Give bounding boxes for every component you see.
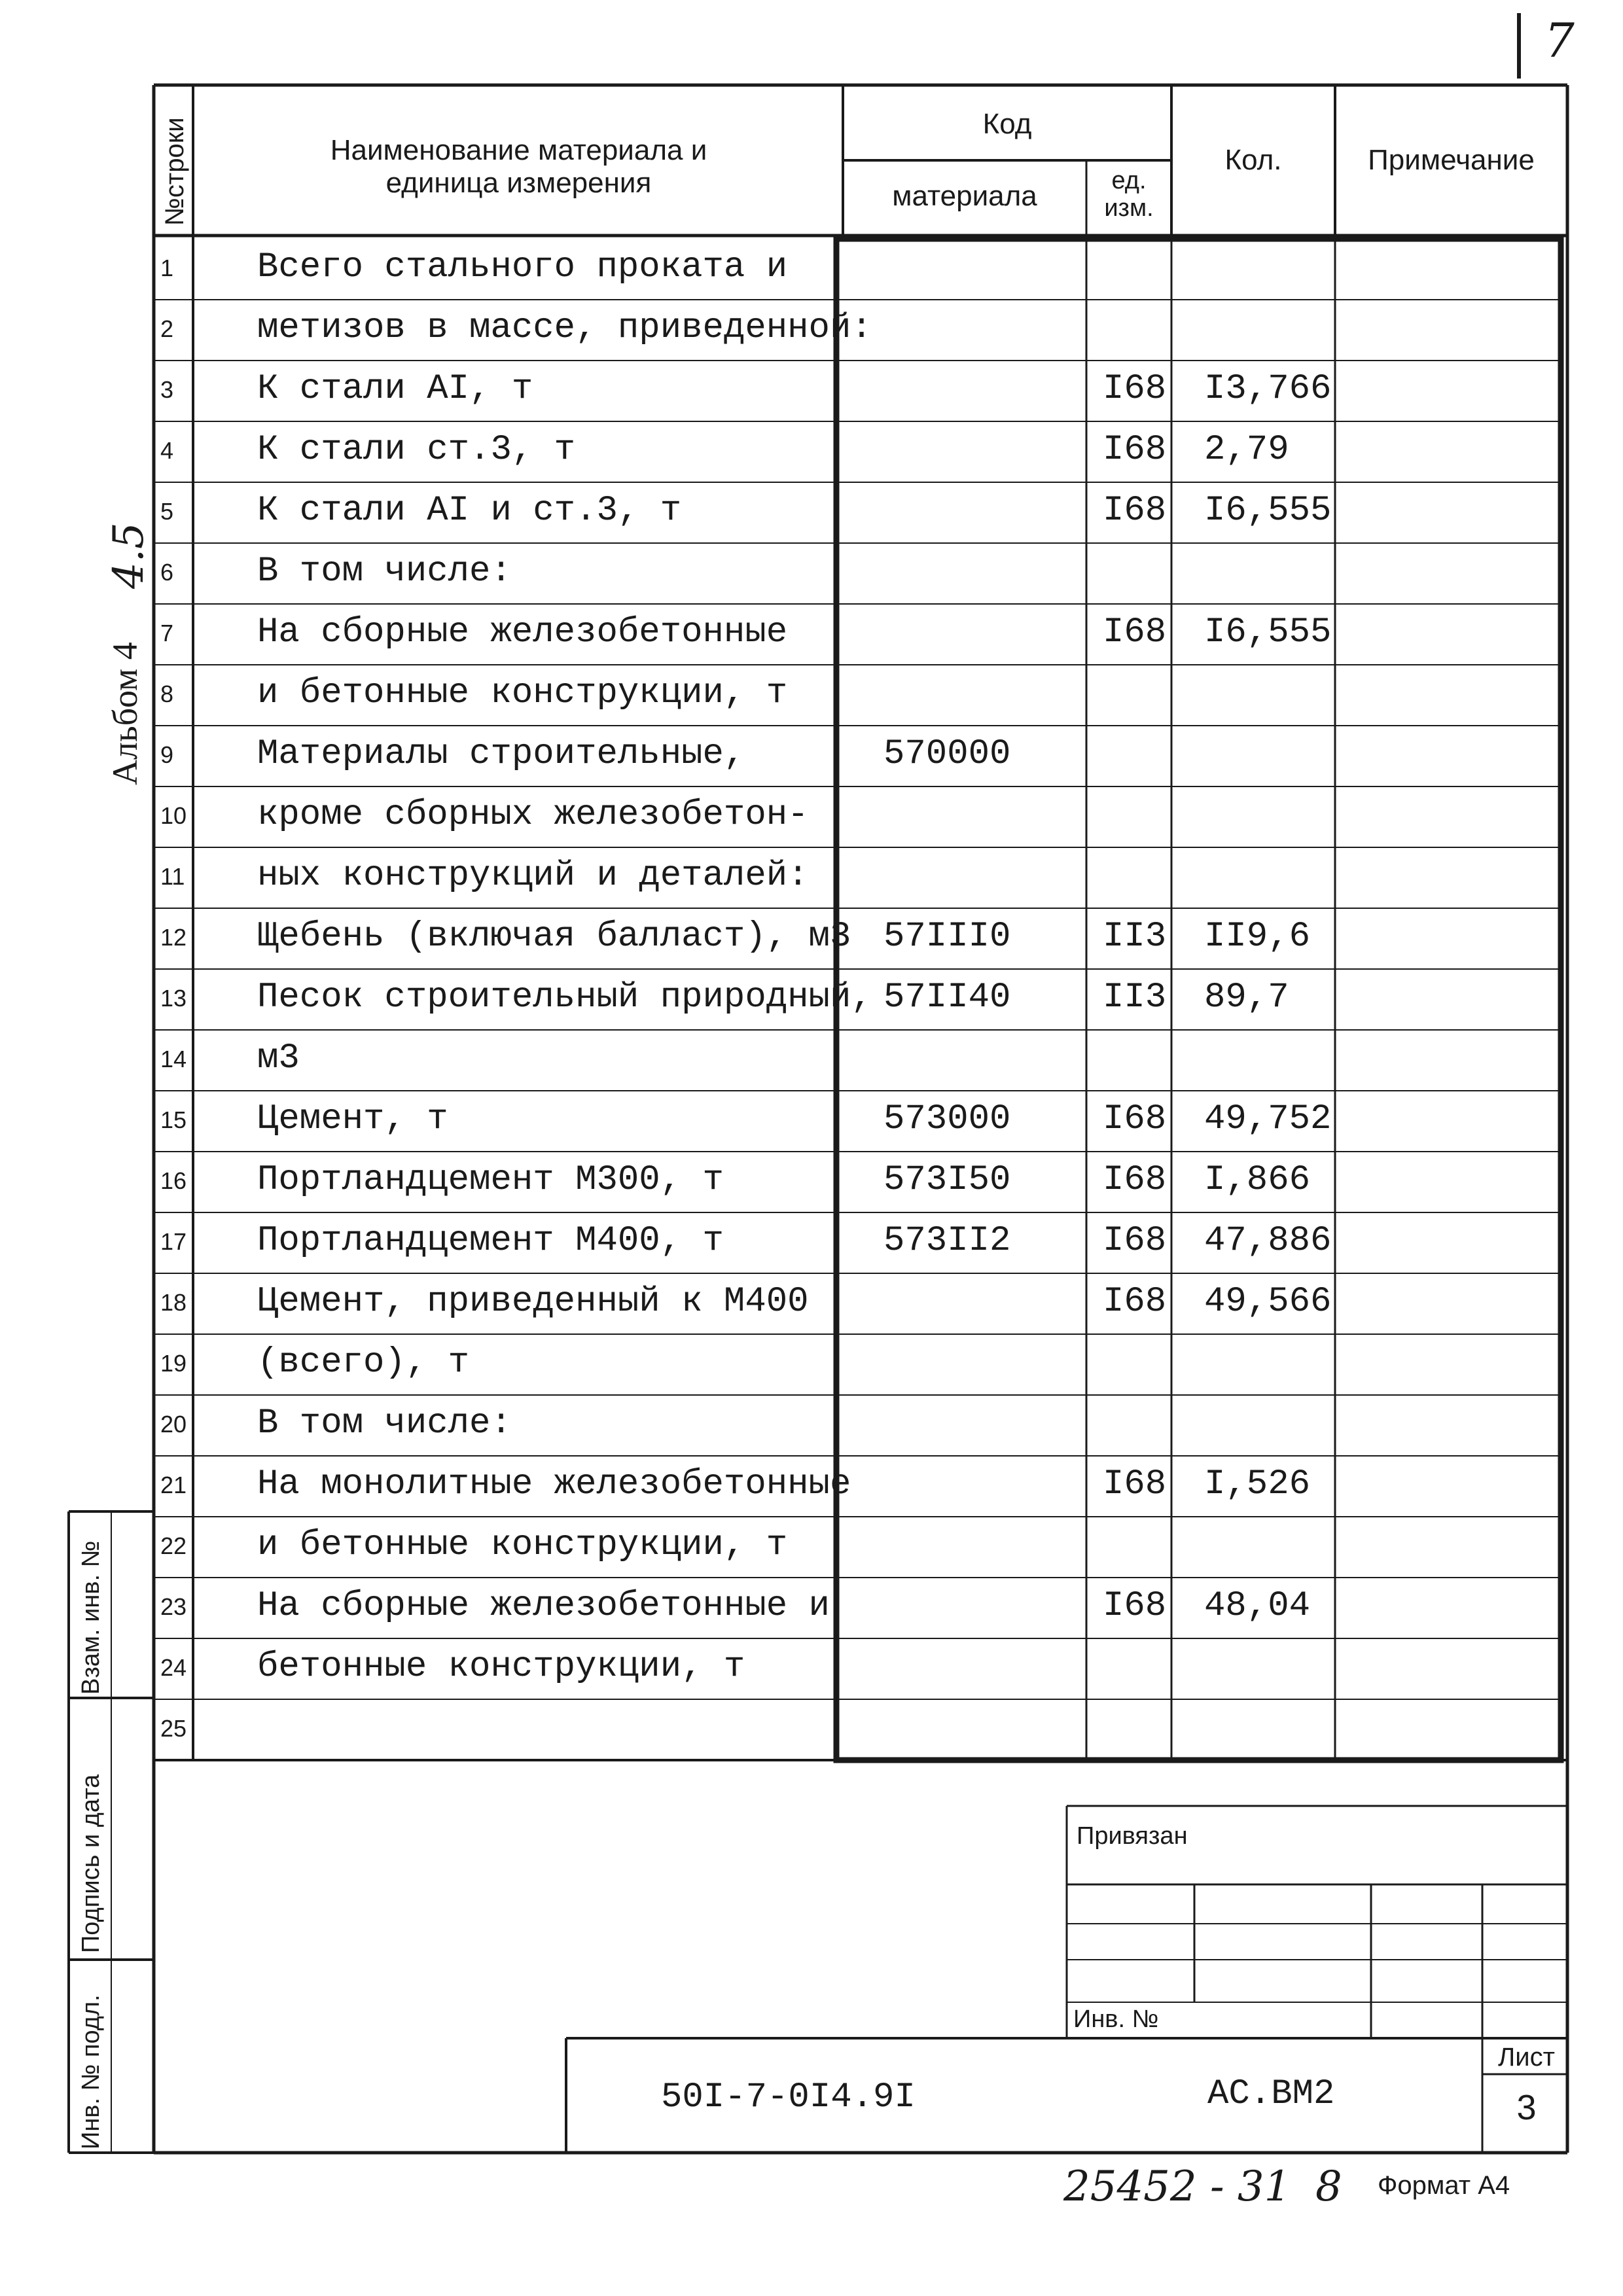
row-qty: I,866 [1204,1160,1311,1201]
title-inv-no: Инв. № [1073,2005,1159,2033]
row-code: 57II40 [883,978,1011,1018]
row-code: 573000 [883,1099,1011,1140]
row-name: Щебень (включая балласт), м3 [257,917,851,957]
row-unit: I68 [1103,1221,1167,1262]
row-number: 24 [160,1654,187,1682]
row-number: 7 [160,620,174,647]
row-unit: II3 [1103,978,1167,1018]
row-name: К стали AI, т [257,369,533,410]
row-number: 8 [160,680,174,708]
title-sheet-label: Лист [1498,2043,1555,2072]
row-number: 16 [160,1167,187,1195]
row-name: и бетонные конструкции, т [257,673,788,714]
corner-number: 7 [1544,13,1575,68]
row-number: 20 [160,1411,187,1438]
row-qty: I6,555 [1204,612,1332,653]
row-unit: I68 [1103,1099,1167,1140]
stamp-vzam: Взам. инв. № [77,1540,105,1695]
row-unit: I68 [1103,369,1167,410]
row-name: Цемент, т [257,1099,448,1140]
row-number: 6 [160,559,174,586]
row-number: 9 [160,741,174,769]
row-unit: I68 [1103,491,1167,531]
header-name: Наименование материала и единица измерения [330,134,707,199]
row-number: 19 [160,1350,187,1377]
title-doc-mark: АС.ВМ2 [1207,2074,1335,2114]
row-number: 17 [160,1228,187,1256]
row-name: Материалы строительные, [257,734,745,775]
row-name: На монолитные железобетонные [257,1464,851,1505]
row-qty: 47,886 [1204,1221,1332,1262]
row-number: 23 [160,1593,187,1621]
row-code: 57III0 [883,917,1011,957]
footer-format: Формат А4 [1378,2171,1510,2200]
row-name: бетонные конструкции, т [257,1647,745,1687]
stamp-podpis: Подпись и дата [77,1774,105,1953]
header-row-no-label: №строки [160,117,189,226]
row-number: 18 [160,1289,187,1316]
row-name: Портландцемент М300, т [257,1160,724,1201]
row-number: 5 [160,498,174,525]
footer-handwritten-page: 8 [1315,2163,1342,2211]
row-number: 25 [160,1715,187,1742]
row-number: 22 [160,1532,187,1560]
row-number: 13 [160,985,187,1012]
row-number: 2 [160,315,174,343]
row-name: В том числе: [257,552,512,592]
row-number: 1 [160,255,174,282]
title-sheet-no: 3 [1516,2088,1537,2127]
footer-handwritten-no: 25452 - 31 [1063,2163,1291,2211]
row-qty: II9,6 [1204,917,1311,957]
row-qty: 48,04 [1204,1586,1311,1627]
title-privyazan: Привязан [1077,1822,1188,1850]
row-unit: I68 [1103,612,1167,653]
row-name: ных конструкций и деталей: [257,856,809,896]
row-unit: I68 [1103,1586,1167,1627]
row-unit: I68 [1103,430,1167,470]
row-name: и бетонные конструкции, т [257,1525,788,1566]
row-name: Цемент, приведенный к М400 [257,1282,809,1322]
stamp-inv-podl: Инв. № подл. [77,1994,105,2149]
album-label: Альбом 4 [105,642,145,785]
row-number: 4 [160,437,174,465]
header-code: Код [982,108,1032,140]
row-name: кроме сборных железобетон- [257,795,809,836]
row-number: 12 [160,924,187,951]
row-name: На сборные железобетонные [257,612,788,653]
row-name: На сборные железобетонные и [257,1586,830,1627]
row-code: 570000 [883,734,1011,775]
row-qty: 89,7 [1204,978,1289,1018]
row-code: 573I50 [883,1160,1011,1201]
row-name: К стали AI и ст.3, т [257,491,682,531]
row-unit: I68 [1103,1464,1167,1505]
row-qty: 2,79 [1204,430,1289,470]
row-name: метизов в массе, приведенной: [257,308,872,349]
row-number: 11 [160,863,185,891]
row-name: Песок строительный природный, [257,978,872,1018]
row-number: 10 [160,802,187,830]
row-name: (всего), т [257,1343,470,1383]
row-unit: I68 [1103,1282,1167,1322]
row-name: К стали ст.3, т [257,430,576,470]
row-qty: 49,566 [1204,1282,1332,1322]
title-doc-code: 50I-7-0I4.9I [661,2077,916,2117]
header-code-unit: ед. изм. [1104,167,1154,222]
row-unit: I68 [1103,1160,1167,1201]
row-code: 573II2 [883,1221,1011,1262]
row-qty: I3,766 [1204,369,1332,410]
header-note: Примечание [1368,144,1535,176]
row-number: 21 [160,1472,187,1499]
row-number: 15 [160,1106,187,1134]
row-qty: I6,555 [1204,491,1332,531]
row-qty: I,526 [1204,1464,1311,1505]
row-qty: 49,752 [1204,1099,1332,1140]
row-unit: II3 [1103,917,1167,957]
header-qty: Кол. [1224,144,1282,176]
row-name: Всего стального проката и [257,247,788,288]
row-number: 14 [160,1046,187,1073]
album-handwritten: 4.5 [105,522,153,589]
row-name: В том числе: [257,1404,512,1444]
row-name: м3 [257,1038,300,1079]
row-name: Портландцемент М400, т [257,1221,724,1262]
header-code-material: материала [892,180,1037,212]
row-number: 3 [160,376,174,404]
